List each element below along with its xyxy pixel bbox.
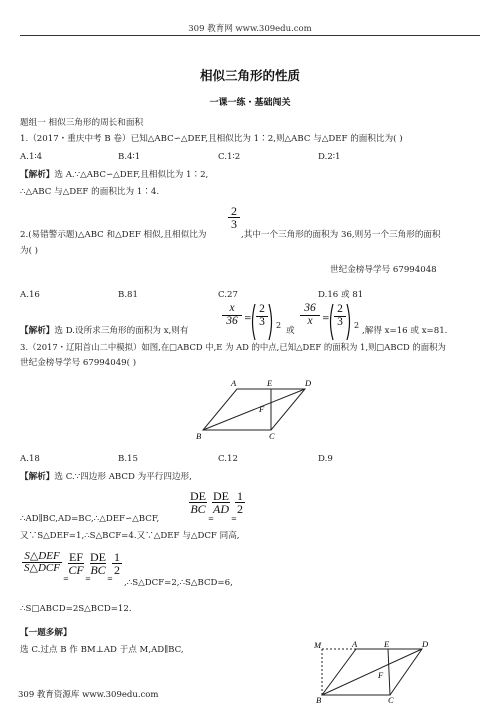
segment-ec-2 (388, 649, 390, 695)
q3-option-d: D.9 (318, 454, 333, 464)
q1-option-d: D.2∶1 (318, 152, 341, 162)
label-a: A (231, 378, 237, 388)
label-b-2: B (316, 695, 322, 704)
q3-frac-1-2: 1 2 (237, 489, 243, 516)
label-f-2: F (378, 670, 384, 680)
diagonal-bd-2 (322, 649, 422, 695)
q3-frac-de-bc: DE BC (190, 489, 206, 516)
label-c: C (269, 431, 275, 440)
q2-analysis-c: ,解得 x=16 或 x=81. (362, 326, 448, 336)
label-f: F (259, 404, 265, 414)
q3-option-c: C.12 (218, 454, 238, 464)
q2-frac-36-x: 36 x (300, 303, 320, 327)
q3-frac-s: S△DEF S△DCF (22, 551, 62, 574)
q1-analysis (20, 170, 208, 181)
q2-code: 世纪金榜导学号 67994048 (330, 265, 437, 275)
q3-eq-b: = (231, 515, 237, 523)
q2-option-d: D.16 或 81 (318, 290, 364, 300)
label-b: B (196, 431, 202, 440)
q3-stem-1: 3.（2017・辽阳首山二中模拟）如图,在□ABCD 中,E 为 AD 的中点,已知△DEF 的面积为 1,则□ABCD 的面积为 (20, 342, 446, 352)
q3-analysis (20, 472, 192, 483)
q1-option-a: A.1∶4 (20, 152, 43, 162)
q2-option-a: A.16 (20, 290, 40, 300)
q2-stem-c: 为( ) (20, 246, 39, 256)
q3-line4: ,∴S△DCF=2,∴S△BCD=6, (124, 578, 233, 588)
q2-frac-2-3-b: 2 3 (334, 304, 346, 328)
q2-option-b: B.81 (118, 290, 138, 300)
q3-eq-c: = (63, 575, 69, 583)
group-heading: 题组一 相似三角形的周长和面积 (20, 118, 144, 128)
q1-option-c: C.1∶2 (218, 152, 241, 162)
q3-line3: 又∵S△DEF=1,∴S△BCF=4.又∵△DEF 与△DCF 同高, (20, 531, 240, 541)
q2-ratio-num: 2 (231, 204, 237, 218)
q3-frac-1-2-b: 1 2 (114, 550, 120, 577)
q3-frac-de-bc-2: DE BC (90, 550, 106, 577)
q2-ratio-den: 3 (231, 217, 237, 231)
q3-frac-ef-cf: EF CF (68, 550, 84, 577)
label-m-2: M (314, 640, 322, 650)
q3-frac-de-ad: DE AD (213, 489, 229, 516)
header-rule (20, 35, 480, 36)
q2-or: 或 (286, 326, 295, 336)
q1-analysis-line2: ∴△ABC 与△DEF 的面积比为 1∶4. (20, 187, 160, 197)
q3-eq-e: = (107, 575, 113, 583)
q2-stem-a: 2.(易错警示题)△ABC 和△DEF 相似,且相似比为 (20, 230, 207, 240)
label-e-2: E (384, 640, 390, 649)
q1-analysis-line1: 选 A.∵△ABC∽△DEF,且相似比为 1∶2, (54, 170, 209, 180)
q2-eq-2: = (322, 314, 330, 324)
q2-frac-x-36: x 36 (222, 303, 242, 327)
q2-frac-2-3-a: 2 3 (256, 304, 268, 328)
q2-square-2: 2 (354, 321, 360, 330)
q3-option-a: A.18 (20, 454, 40, 464)
page-subtitle: 一课一练・基础闯关 (209, 98, 291, 108)
q2-stem-b: ,其中一个三角形的面积为 36,则另一个三角形的面积 (241, 230, 441, 240)
label-c-2: C (388, 695, 394, 704)
q1-stem: 1.（2017・重庆中考 B 卷）已知△ABC∽△DEF,且相似比为 1∶2,则△ABC 与△DEF 的面积比为( ) (20, 134, 403, 144)
label-d: D (305, 378, 312, 388)
q3-analysis-tag: 【解析】 (20, 472, 55, 482)
label-d-2: D (422, 640, 429, 649)
q3-option-b: B.15 (118, 454, 138, 464)
q2-analysis-a (20, 326, 188, 337)
diagonal-bd (203, 389, 305, 430)
q3-analysis-line1: 选 C.∵四边形 ABCD 为平行四边形, (54, 472, 192, 482)
q3-line2: ∴AD∥BC,AD=BC,∴△DEF∽△BCF, (20, 514, 160, 524)
q2-ratio-fraction (228, 205, 240, 230)
q3-stem-2: 世纪金榜导学号 67994049( ) (20, 358, 137, 368)
q3-eq-a: = (208, 515, 214, 523)
q3-alt-solution: 选 C.过点 B 作 BM⊥AD 于点 M,AD∥BC, (20, 645, 184, 655)
q2-option-c: C.27 (218, 290, 238, 300)
label-e: E (267, 378, 273, 388)
q2-square-1: 2 (276, 321, 282, 330)
q2-analysis-tag: 【解析】 (20, 326, 55, 336)
q2-eq-1: = (244, 314, 252, 324)
q3-line5: ∴S□ABCD=2S△BCD=12. (20, 604, 132, 614)
page-title: 相似三角形的性质 (199, 68, 300, 83)
page-header: 309 教育网 www.309edu.com (188, 24, 312, 34)
q3-eq-d: = (85, 575, 91, 583)
q3-figure (195, 378, 315, 440)
q1-option-b: B.4∶1 (118, 152, 141, 162)
q2-analysis-text-a: 选 D.设所求三角形的面积为 x,则有 (54, 326, 189, 336)
page-footer: 309 教育资源库 www.309edu.com (18, 690, 159, 700)
label-a-2: A (352, 640, 358, 649)
q3-alt-figure (314, 640, 434, 704)
q3-multi-solution-tag: 【一题多解】 (20, 628, 72, 638)
q1-analysis-tag: 【解析】 (20, 170, 55, 180)
